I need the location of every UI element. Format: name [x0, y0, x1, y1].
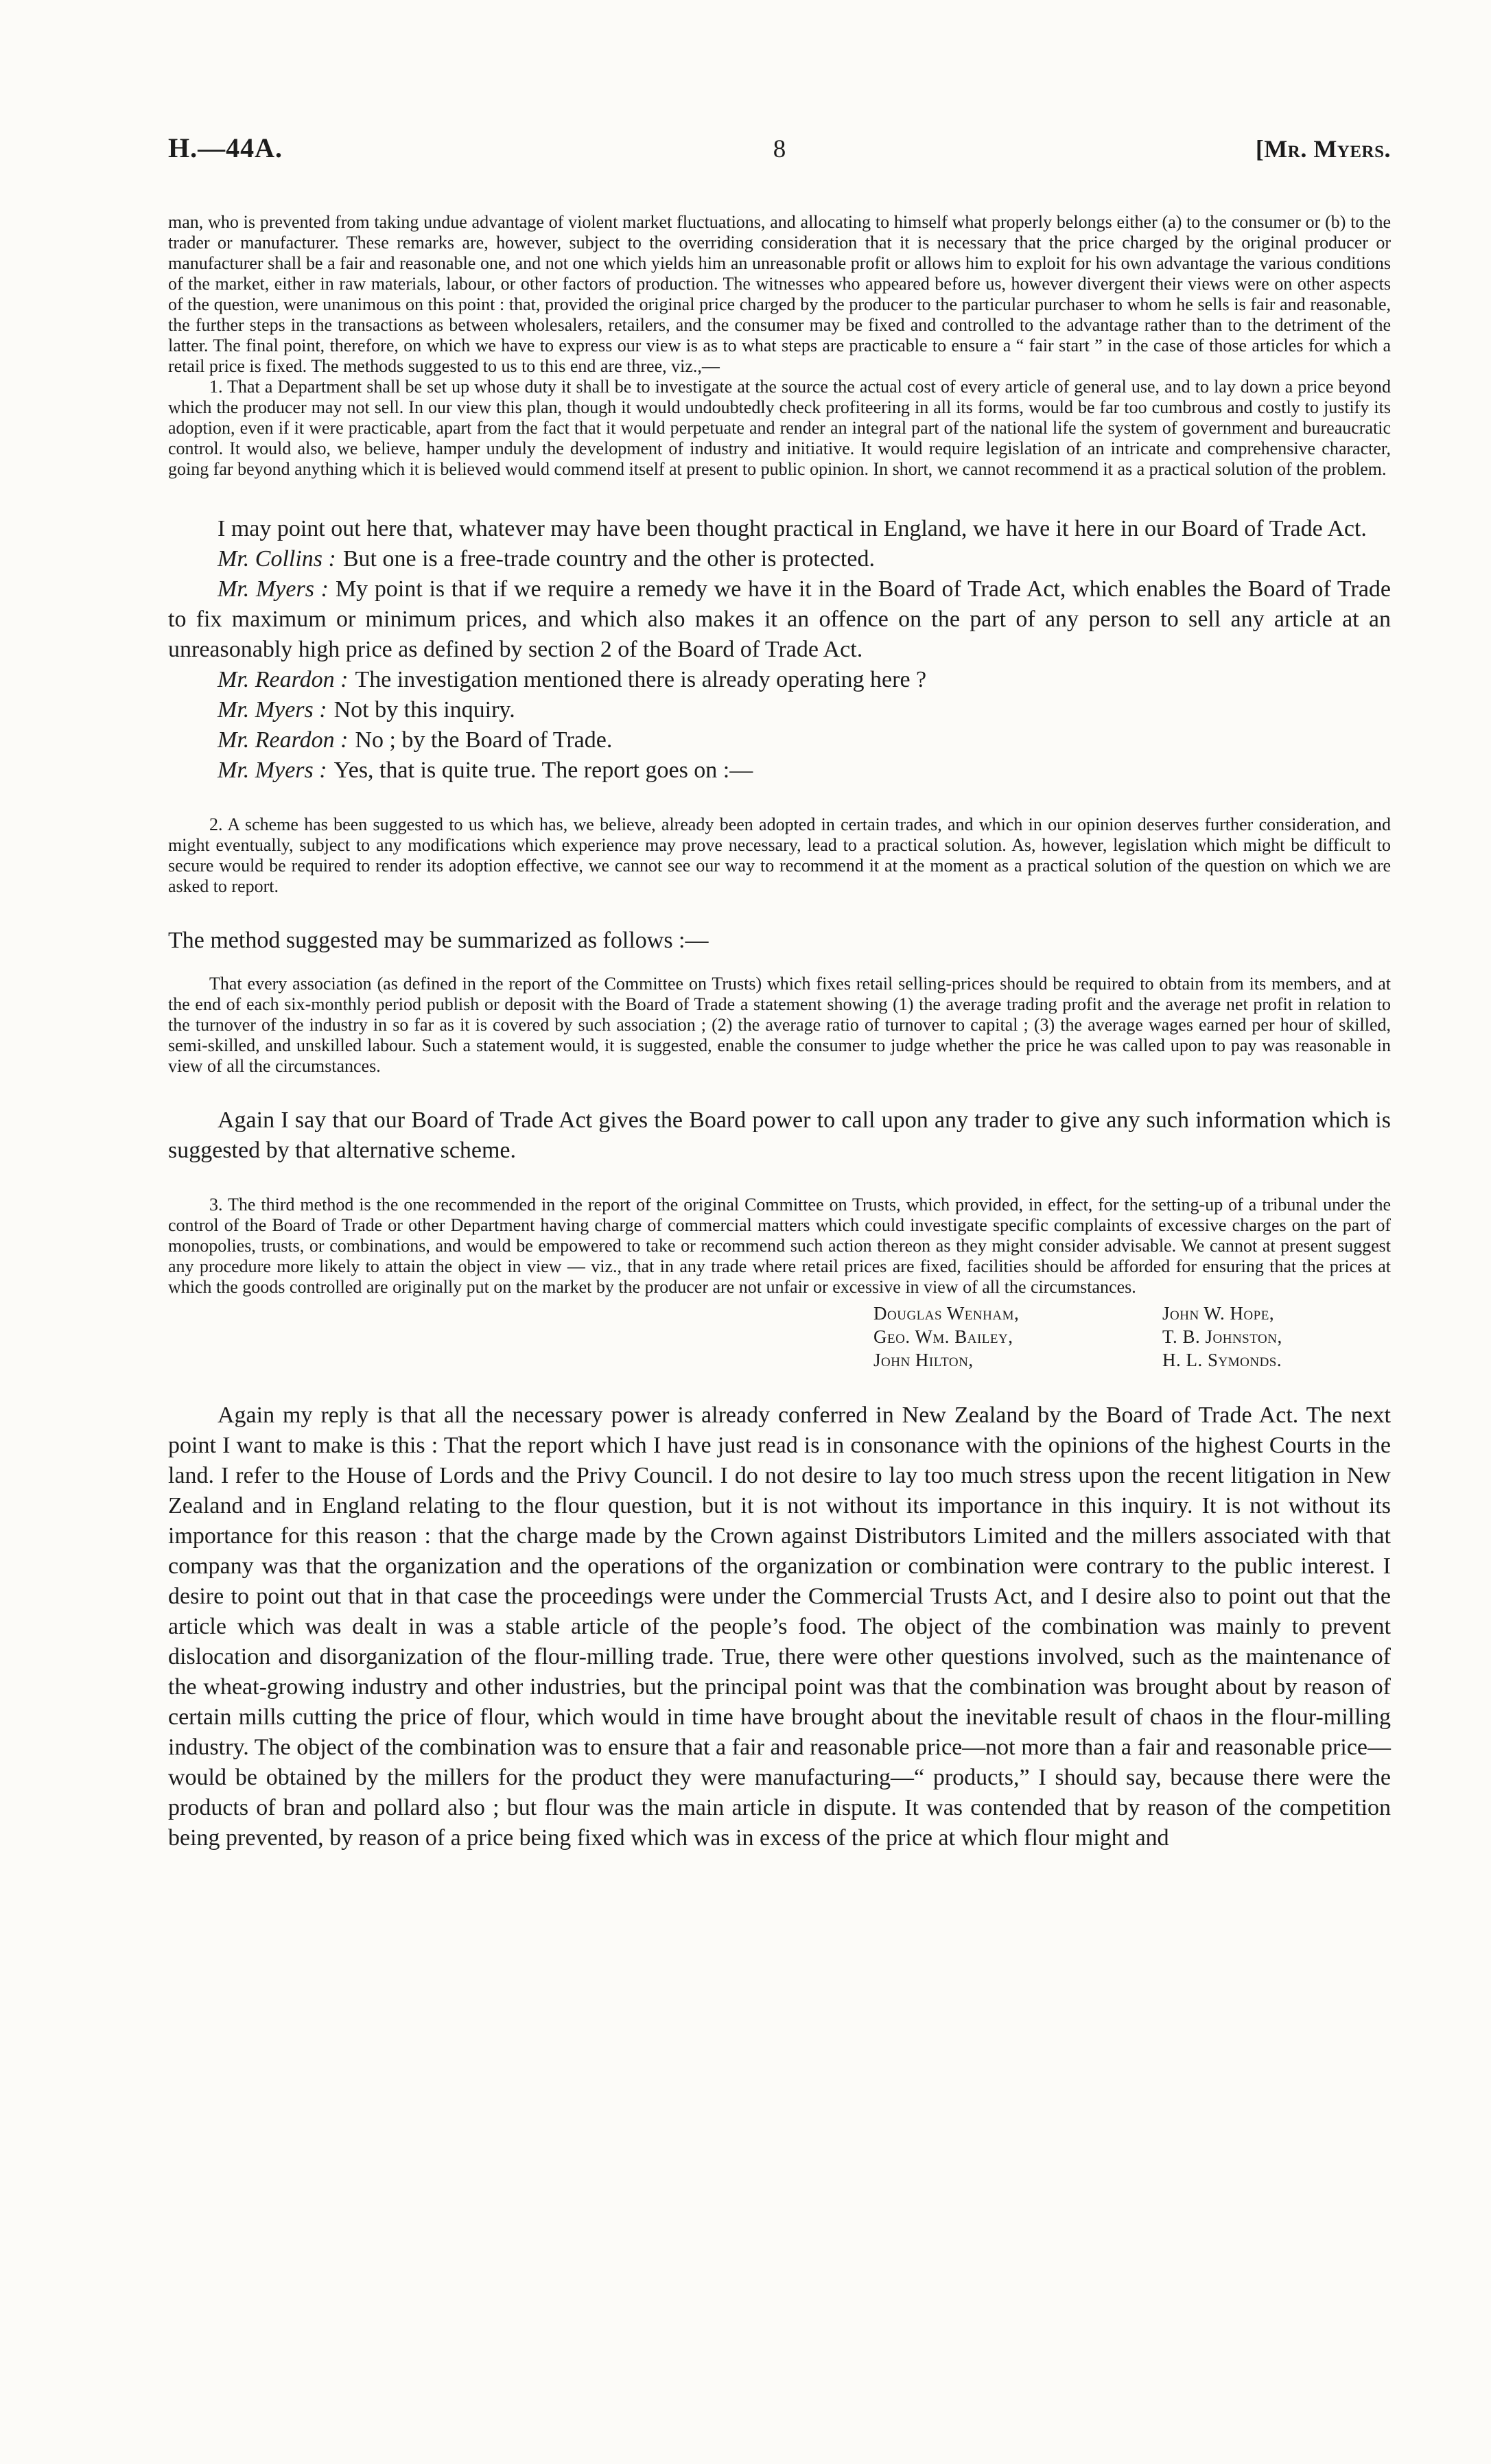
paragraph-closing: Again my reply is that all the necessary power is already conferred in New Zealand by the Board of Trade Act. The next point I want to make is this : That the report which I have just read is in consonance with the opinions of the highest Courts in the land. I refer to the House of Lords and the Privy Council. I do not desire to lay too much stress upon the recent litigation in New Zealand and in England relating to the flour question, but it is not without its importance in this inquiry. It is not without its importance for this reason : that the charge made by the Crown against Distributors Limited and the millers associated with that company was that the organization and the operations of the organization or combination were contrary to the public interest. I desire to point out that in that case the proceedings were under the Commercial Trusts Act, and I desire also to point out that the article which was dealt in was a stable article of the people’s food. The object of the combination was mainly to prevent dislocation and disorganization of the flour-milling trade. True, there were other questions involved, such as the maintenance of the wheat-growing industry and other industries, but the principal point was that the combination was brought about by reason of certain mills cutting the price of flour, which would in time have brought about the inevitable result of chaos in the flour-milling industry. The object of the combination was to ensure that a fair and reasonable price—not more than a fair and reasonable price—would be obtained by the millers for the product they were manufacturing—“ products,” I should say, because there were the products of bran and pollard also ; but flour was the main article in dispute. It was contended that by reason of the competition being prevented, by reason of a price being fixed which was in excess of the price at which flour might and — [168, 1403, 1391, 1851]
dialog-text: My point is that if we require a remedy we have it in the Board of Trade Act, which enables the Board of Trade to fix maximum or minimum prices, and which also makes it an offence on the part of any person to sell any article at an unreasonably high price as defined by section 2 of the Board of Trade Act. — [168, 576, 1391, 662]
dialog-line-myers — [168, 755, 1391, 786]
paragraph-method-3: 3. The third method is the one recommended in the report of the original Committee on Trusts, which provided, in effect, for the setting-up of a tribunal under the control of the Board of Trade or other Department having charge of commercial matters which could investigate specific complaints of excessive charges on the part of monopolies, trusts, or combinations, and would be empowered to take or recommend such action thereon as they might consider advisable. We cannot at present suggest any procedure more likely to attain the object in view — viz., that in any trade where retail prices are fixed, facilities should be afforded for ensuring that the prices at which the goods controlled are originally put on the market by the producer are not unfair or excessive in view of all the circumstances. — [168, 1195, 1391, 1297]
dialog-text: Not by this inquiry. — [333, 697, 515, 723]
signature-name: John W. Hope, — [1162, 1303, 1275, 1324]
paragraph-remark-1: I may point out here that, whatever may have been thought practical in England, we have it here in our Board of Trade Act. — [218, 516, 1367, 541]
signature-name: Douglas Wenham, — [873, 1303, 1020, 1324]
dialog-text: But one is a free-trade country and the other is protected. — [342, 546, 875, 572]
speaker-name: Mr. Myers : — [218, 576, 329, 602]
speaker-name: Mr. Myers : — [218, 758, 327, 783]
signature-column-left — [873, 1302, 1162, 1372]
paragraph-summary-intro: The method suggested may be summarized as follows :— — [168, 928, 709, 953]
page-number: 8 — [773, 135, 786, 163]
dialog-line-myers — [168, 695, 1391, 725]
signature-name: H. L. Symonds. — [1162, 1350, 1282, 1370]
signature-column-right — [1162, 1302, 1354, 1372]
paragraph-method-2: 2. A scheme has been suggested to us which has, we believe, already been adopted in certain trades, and which in our opinion deserves further consideration, and might eventually, subject to any modifications which experience may prove necessary, lead to a practical solution. As, however, legislation which might be difficult to secure would be required to render its adoption effective, we cannot see our way to recommend it at the moment as a practical solution of the question on which we are asked to report. — [168, 814, 1391, 896]
dialog-text: Yes, that is quite true. The report goes on :— — [333, 758, 753, 783]
paragraph-continuation: man, who is prevented from taking undue advantage of violent market fluctuations, and allocating to himself what properly belongs either (a) to the consumer or (b) to the trader or manufacturer. These remarks are, however, subject to the overriding consideration that it is necessary that the price charged by the original producer or manufacturer shall be a fair and reasonable one, and not one which yields him an unreasonable profit or allows him to exploit for his own advantage the various conditions of the market, either in raw materials, labour, or other factors of production. The witnesses who appeared before us, however divergent their views were on other aspects of the question, were unanimous on this point : that, provided the original price charged by the producer to the particular purchaser to whom he sells is fair and reasonable, the further steps in the transactions as between wholesalers, retailers, and the consumer may be fixed and controlled to the advantage rather than to the detriment of the latter. The final point, therefore, on which we have to express our view is as to what steps are practicable to ensure a “ fair start ” in the case of those articles for which a retail price is fixed. The methods suggested to us to this end are three, viz.,— — [168, 212, 1391, 376]
dialog-text: The investigation mentioned there is already operating here ? — [355, 667, 927, 692]
speaker-name: Mr. Reardon : — [218, 727, 349, 753]
signature-name: Geo. Wm. Bailey, — [873, 1326, 1013, 1347]
speaker-name: Mr. Myers : — [218, 697, 327, 723]
signature-name: T. B. Johnston, — [1162, 1326, 1282, 1347]
paragraph-method-2-detail: That every association (as defined in the report of the Committee on Trusts) which fixes retail selling-prices should be required to obtain from its members, and at the end of each six-monthly period publish or deposit with the Board of Trade a statement showing (1) the average trading profit and the average net profit in relation to the turnover of the industry in so far as it is covered by such association ; (2) the average ratio of turnover to capital ; (3) the average wages earned per hour of skilled, semi-skilled, and unskilled labour. Such a statement would, it is suggested, enable the consumer to judge whether the price he was called upon to pay was reasonable in view of all the circumstances. — [168, 974, 1391, 1076]
dialog-line-reardon — [168, 725, 1391, 755]
speaker-name: Mr. Collins : — [218, 546, 336, 572]
speaker-name: Mr. Reardon : — [218, 667, 349, 692]
paragraph-remark-2: Again I say that our Board of Trade Act gives the Board power to call upon any trader to give any such information which is suggested by that alternative scheme. — [168, 1107, 1391, 1163]
signature-name: John Hilton, — [873, 1350, 974, 1370]
paragraph-method-1: 1. That a Department shall be set up whose duty it shall be to investigate at the source the actual cost of every article of general use, and to lay down a price beyond which the producer may not sell. In our view this plan, though it would undoubtedly check profiteering in all its forms, would be far too cumbrous and costly to justify its adoption, even if it were practicable, apart from the fact that it would perpetuate and render an integral part of the national life the system of government and bureaucratic control. It would also, we believe, hamper unduly the development of industry and initiative. It would require legislation of an intricate and comprehensive character, going far beyond anything which it is believed would commend itself at present to public opinion. In short, we cannot recommend it as a practical solution of the problem. — [168, 377, 1391, 479]
page-header — [168, 132, 1391, 164]
header-speaker-attribution: [Mr. Myers. — [1255, 135, 1391, 163]
dialog-line-collins — [168, 544, 1391, 574]
dialog-text: No ; by the Board of Trade. — [355, 727, 613, 753]
dialog-line-myers — [168, 574, 1391, 665]
dialog-line-reardon — [168, 665, 1391, 695]
signatures-block — [168, 1302, 1391, 1372]
report-reference: H.—44A. — [168, 132, 283, 163]
